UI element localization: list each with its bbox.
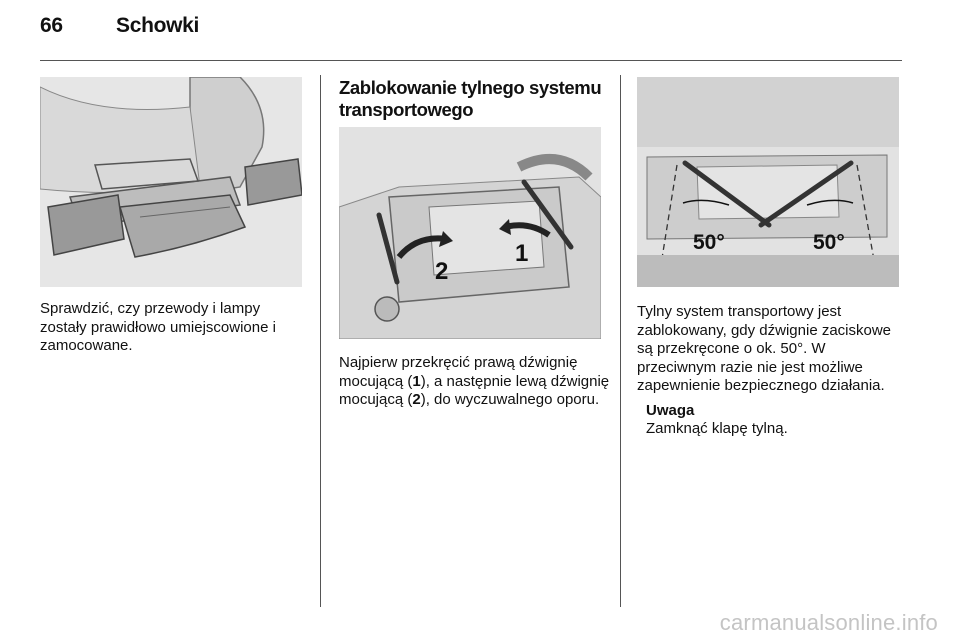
column-divider-1 [320, 75, 321, 607]
note-title: Uwaga [646, 402, 695, 419]
carrier-levers-angle-icon [637, 77, 899, 287]
carrier-angle-illustration [637, 77, 899, 287]
note-text: Zamknąć klapę tylną. [646, 420, 788, 437]
text-part-3: ), do wyczuwalnego oporu. [420, 391, 600, 408]
lever-label-2: 2 [435, 258, 449, 285]
section-heading: Zablokowanie tylnego systemu transportowego [339, 77, 602, 120]
angle-label-right: 50° [813, 231, 845, 254]
column2-text [339, 354, 614, 410]
carrier-levers-illustration [339, 127, 601, 339]
header-rule [40, 60, 902, 61]
column1-text: Sprawdzić, czy przewody i lampy zostały prawidłowo umiejscowione i zamocowane. [40, 300, 276, 354]
lever-label-1: 1 [515, 240, 529, 267]
carrier-levers-icon [339, 127, 601, 339]
rear-bike-carrier-extended-icon [40, 77, 302, 287]
column-divider-2 [620, 75, 621, 607]
text-part-1: Najpierw przekręcić prawą dźwignię mocującą ( [339, 354, 578, 390]
column3-text: Tylny system transportowy jest zablokowany, gdy dźwignie zaciskowe są przekręcone o ok. 50°. W przeciwnym razie nie jest możliwe zapewnienie bezpiecznego działania. [637, 303, 892, 394]
text-bold-1: 1 [412, 372, 421, 390]
text-bold-2: 2 [412, 391, 421, 408]
rear-carrier-illustration [40, 77, 302, 287]
angle-label-left: 50° [693, 231, 725, 254]
watermark: carmanualsonline.info [719, 610, 938, 635]
section-title: Schowki [116, 14, 200, 37]
page-number: 66 [40, 14, 63, 37]
text-part-2: ), a następnie lewą dźwignię mocującą ( [339, 372, 610, 408]
